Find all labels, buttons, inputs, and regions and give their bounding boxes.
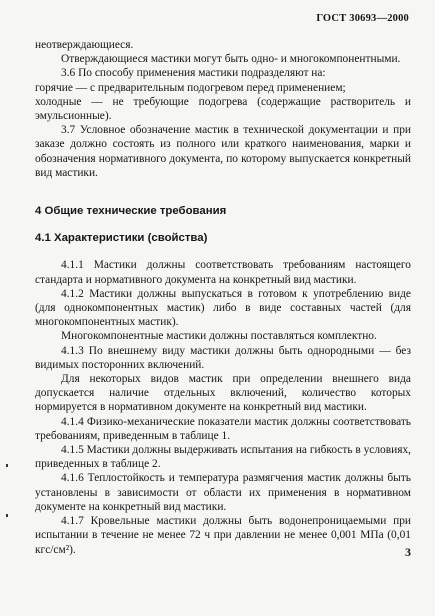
paragraph: горячие — с предварительным подогревом перед применением; xyxy=(35,81,346,94)
paragraph: 4.1.2 Мастики должны выпускаться в готовом к употреблению виде (для однокомпонентных мастик) либо в виде составных частей (для многокомпонентных мастик). xyxy=(35,287,411,329)
section-heading: 4 Общие технические требования xyxy=(35,205,227,218)
scan-speck xyxy=(6,514,8,517)
paragraph: холодные — не требующие подогрева (содержащие растворитель и эмульсионные). xyxy=(35,95,411,123)
scan-speck xyxy=(6,464,8,467)
subsection-heading: 4.1 Характеристики (свойства) xyxy=(35,232,208,245)
paragraph: неотверждающиеся. xyxy=(35,39,134,51)
paragraph: 3.7 Условное обозначение мастик в технической документации и при заказе должно состоять из полного или краткого наименования, марки и обозначения нормативного документа, по которому выпускается конкретный вид мастики. xyxy=(35,124,411,179)
paragraph: Многокомпонентные мастики должны поставляться комплектно. xyxy=(61,330,377,343)
paragraph: 3.6 По способу применения мастики подразделяют на: xyxy=(61,67,326,80)
paragraph: 4.1.5 Мастики должны выдерживать испытания на гибкость в условиях, приведенных в таблице 2. xyxy=(35,444,411,471)
paragraph: 4.1.3 По внешнему виду мастики должны быть однородными — без видимых посторонних включений. xyxy=(35,344,411,371)
paragraph: Для некоторых видов мастик при определении внешнего вида допускается наличие отдельных включений, количество которых нормируется в нормативном документе на конкретный вид мастики. xyxy=(35,373,411,414)
standard-code: ГОСТ 30693—2000 xyxy=(316,13,409,24)
paragraph: 4.1.7 Кровельные мастики должны быть водонепроницаемыми при испытании в течение не менее 72 ч при давлении не менее 0,001 МПа (0,01 кгс/см²). xyxy=(35,515,411,556)
paragraph: Отверждающиеся мастики могут быть одно- и многокомпонентными. xyxy=(61,53,401,66)
paragraph: 4.1.6 Теплостойкость и температура размягчения мастик должны быть установлены в зависимости от области их применения в нормативном документе на конкретный вид мастики. xyxy=(35,472,411,513)
paragraph: 4.1.1 Мастики должны соответствовать требованиям настоящего стандарта и нормативного документа на конкретный вид мастики. xyxy=(35,259,411,286)
page-number: 3 xyxy=(405,545,411,559)
body-text xyxy=(35,38,411,557)
paragraph: 4.1.4 Физико-механические показатели мастик должны соответствовать требованиям, приведенным в таблице 1. xyxy=(35,415,411,442)
